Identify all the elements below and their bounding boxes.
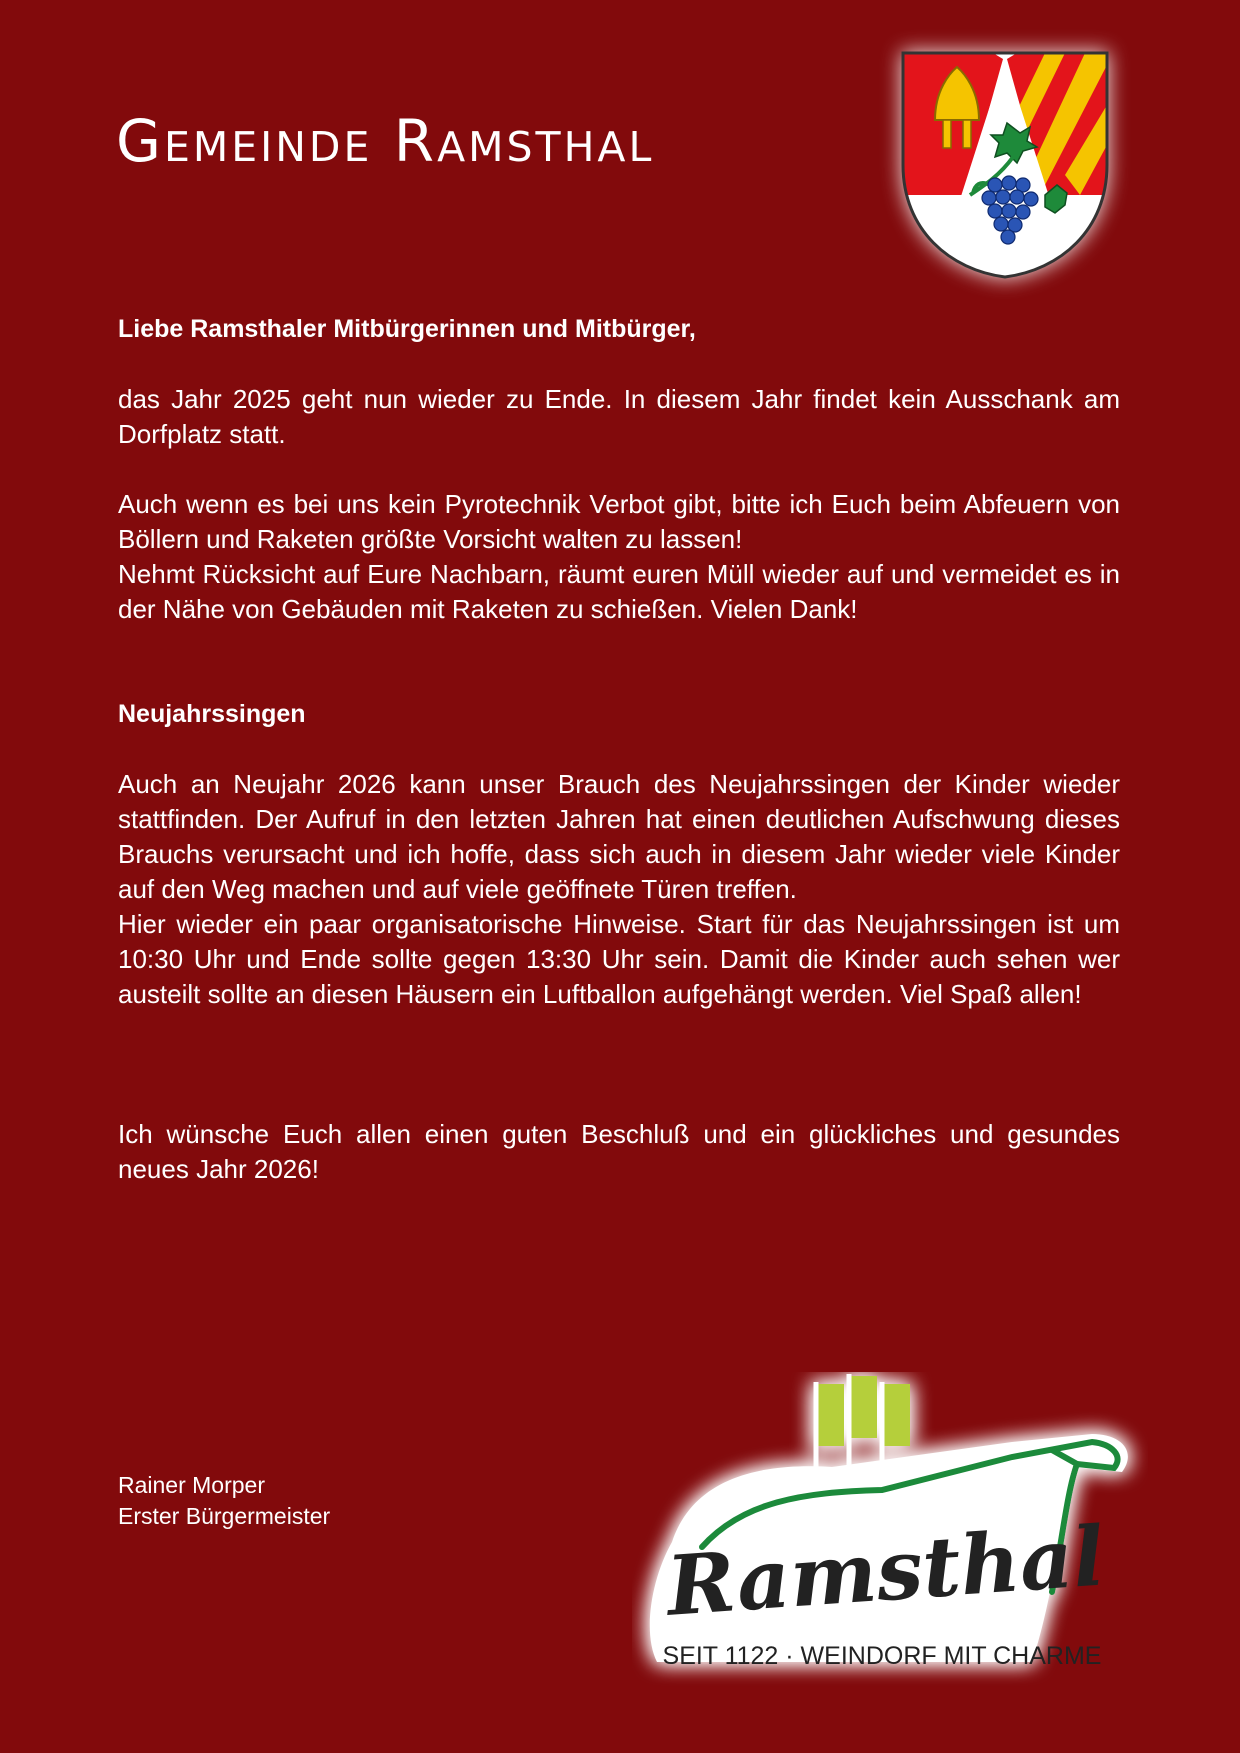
signature-role: Erster Bürgermeister	[118, 1503, 331, 1529]
logo-wordmark: Ramsthal	[663, 1508, 1108, 1635]
paragraph-neujahrssingen: Auch an Neujahr 2026 kann unser Brauch des Neujahrssingen der Kinder wieder stattfinden. Der Aufruf in den letzten Jahren hat einen deutlichen Aufschwung dieses Brauchs verursacht und ich hoffe, dass sich auch in diesem Jahr wieder viele Kinder auf den Weg machen und auf viele geöffnete Türen treffen.	[118, 769, 1120, 904]
logo-tagline: SEIT 1122 · WEINDORF MIT CHARME	[662, 1642, 1102, 1670]
letter-body	[118, 312, 1120, 1187]
signature-name: Rainer Morper	[118, 1472, 265, 1498]
coat-of-arms-icon	[895, 45, 1115, 285]
paragraph-closing: Ich wünsche Euch allen einen guten Beschluß und ein glückliches und gesundes neues Jahr 2026!	[118, 1119, 1120, 1184]
paragraph-organisation: Hier wieder ein paar organisatorische Hinweise. Start für das Neujahrssingen ist um 10:30 Uhr und Ende sollte gegen 13:30 Uhr sein. Damit die Kinder auch sehen wer austeilt sollte an diesen Häusern ein Luftballon aufgehängt werden. Viel Spaß allen!	[118, 909, 1120, 1009]
paragraph-consideration: Nehmt Rücksicht auf Eure Nachbarn, räumt euren Müll wieder auf und vermeidet es in der Nähe von Gebäuden mit Raketen zu schießen. Vielen Dank!	[118, 559, 1120, 624]
paragraph-year-end: das Jahr 2025 geht nun wieder zu Ende. In diesem Jahr findet kein Ausschank am Dorfplatz statt.	[118, 384, 1120, 449]
signature	[118, 1470, 330, 1532]
paragraph-fireworks: Auch wenn es bei uns kein Pyrotechnik Verbot gibt, bitte ich Euch beim Abfeuern von Böllern und Raketen größte Vorsicht walten zu lassen!	[118, 489, 1120, 554]
flags-icon	[814, 1376, 910, 1446]
salutation: Liebe Ramsthaler Mitbürgerinnen und Mitbürger,	[118, 315, 696, 343]
ramsthal-logo-icon	[632, 1372, 1148, 1688]
page-title: Gemeinde Ramsthal	[116, 107, 655, 175]
section-heading: Neujahrssingen	[118, 700, 306, 728]
